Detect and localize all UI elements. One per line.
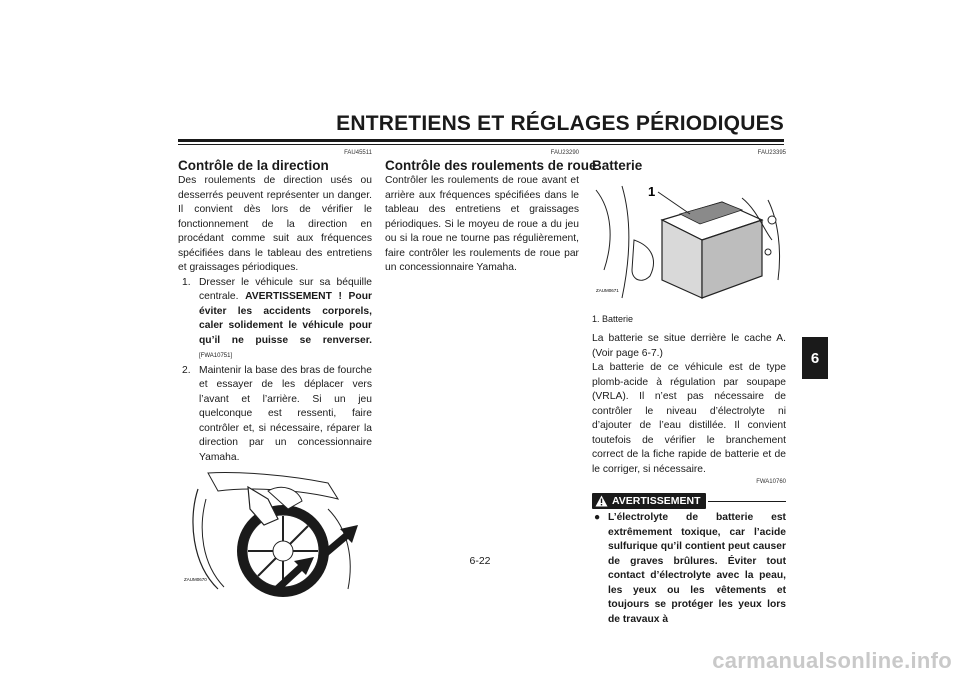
battery-figure [592, 180, 786, 310]
warning-triangle-icon [595, 495, 608, 507]
chapter-tab: 6 [802, 337, 828, 379]
battery-illustration [592, 180, 786, 310]
reference-code: FAU45511 [344, 150, 372, 156]
figure-code: ZAUM0670 [184, 577, 207, 582]
page-number: 6-22 [469, 555, 491, 567]
figure-code: ZAUM0671 [596, 288, 619, 293]
step-text: Maintenir la base des bras de fourche et essayer de les déplacer vers l’avant et l’arrière. Si un jeu quelconque est ressenti, faire contrôler et, si nécessaire, réparer la direction par un concessionnaire Yamaha. [199, 364, 372, 463]
step-item [178, 364, 372, 466]
battery-location-text: La batterie se situe derrière le cache A. (Voir page 6-7.) [592, 333, 786, 359]
section-steering-check [178, 150, 372, 599]
battery-type-text: La batterie de ce véhicule est de type plomb-acide à régulation par soupape (VRLA). Il n’est pas nécessaire de contrôler le niveau d’électrolyte ni d’ajouter de l’eau distillée. Il convient toutefois de vérifier le branchement correct de la fiche rapide de batterie et de le corriger, si nécessaire. [592, 362, 786, 475]
steering-figure [178, 469, 372, 599]
figure-callout: 1 [648, 184, 656, 199]
section-wheel-bearings [385, 150, 597, 276]
front-wheel-illustration [178, 469, 372, 599]
warning-header [592, 493, 786, 509]
header-rule-thin [178, 144, 784, 145]
step-warning: AVERTISSEMENT ! Pour éviter les accidents corporels, caler solidement le véhicule pour qu’il ne puisse se renverser. [199, 291, 372, 346]
step-number: 2. [182, 364, 191, 376]
watermark: carmanualsonline.info [712, 648, 952, 673]
warning-label: AVERTISSEMENT [612, 495, 701, 507]
warning-bullet [592, 511, 786, 627]
header-rule-thick [178, 139, 784, 142]
section-text: Contrôler les roulements de roue avant et arrière aux fréquences spécifiées dans le tableau des entretiens et graissages périodiques. Si le moyeu de roue a du jeu ou si la roue ne tourne pas régulièrement, faire contrôler les roulements de roue par un concessionnaire Yamaha. [385, 175, 579, 273]
warning-rule [708, 501, 786, 502]
figure-caption: 1. Batterie [592, 314, 634, 324]
warning-bullet-text: L’électrolyte de batterie est extrêmement toxique, car l’acide sulfurique qu’il contient peut causer de graves brûlures. Éviter tout contact d’électrolyte avec la peau, les yeux ou les vêtements et toujours se protéger les yeux lors de travaux à [608, 512, 786, 625]
warning-code: [FWA10751] [199, 353, 233, 359]
reference-code: FAU23395 [757, 150, 786, 156]
section-heading: Contrôle des roulements de roue [385, 158, 597, 173]
step-item [178, 276, 372, 364]
warning-badge [592, 493, 706, 509]
bullet-icon: ● [594, 512, 601, 523]
section-heading: Batterie [592, 158, 643, 173]
reference-code: FAU23290 [550, 150, 579, 156]
steps-list [178, 276, 372, 466]
step-number: 1. [182, 276, 191, 288]
page-title: ENTRETIENS ET RÉGLAGES PÉRIODIQUES [336, 112, 784, 135]
section-intro: Des roulements de direction usés ou desserrés peuvent représenter un danger. Il convient dès lors de vérifier le fonctionnement de la direction en procédant comme suit aux fréquences spécifiées dans le tableau des entretiens et graissages périodiques. [178, 175, 372, 273]
section-heading: Contrôle de la direction [178, 158, 329, 173]
step-text: Dresser le véhicule sur sa béquille centrale. [199, 276, 372, 302]
warning-ref-code: FWA10760 [756, 479, 786, 485]
